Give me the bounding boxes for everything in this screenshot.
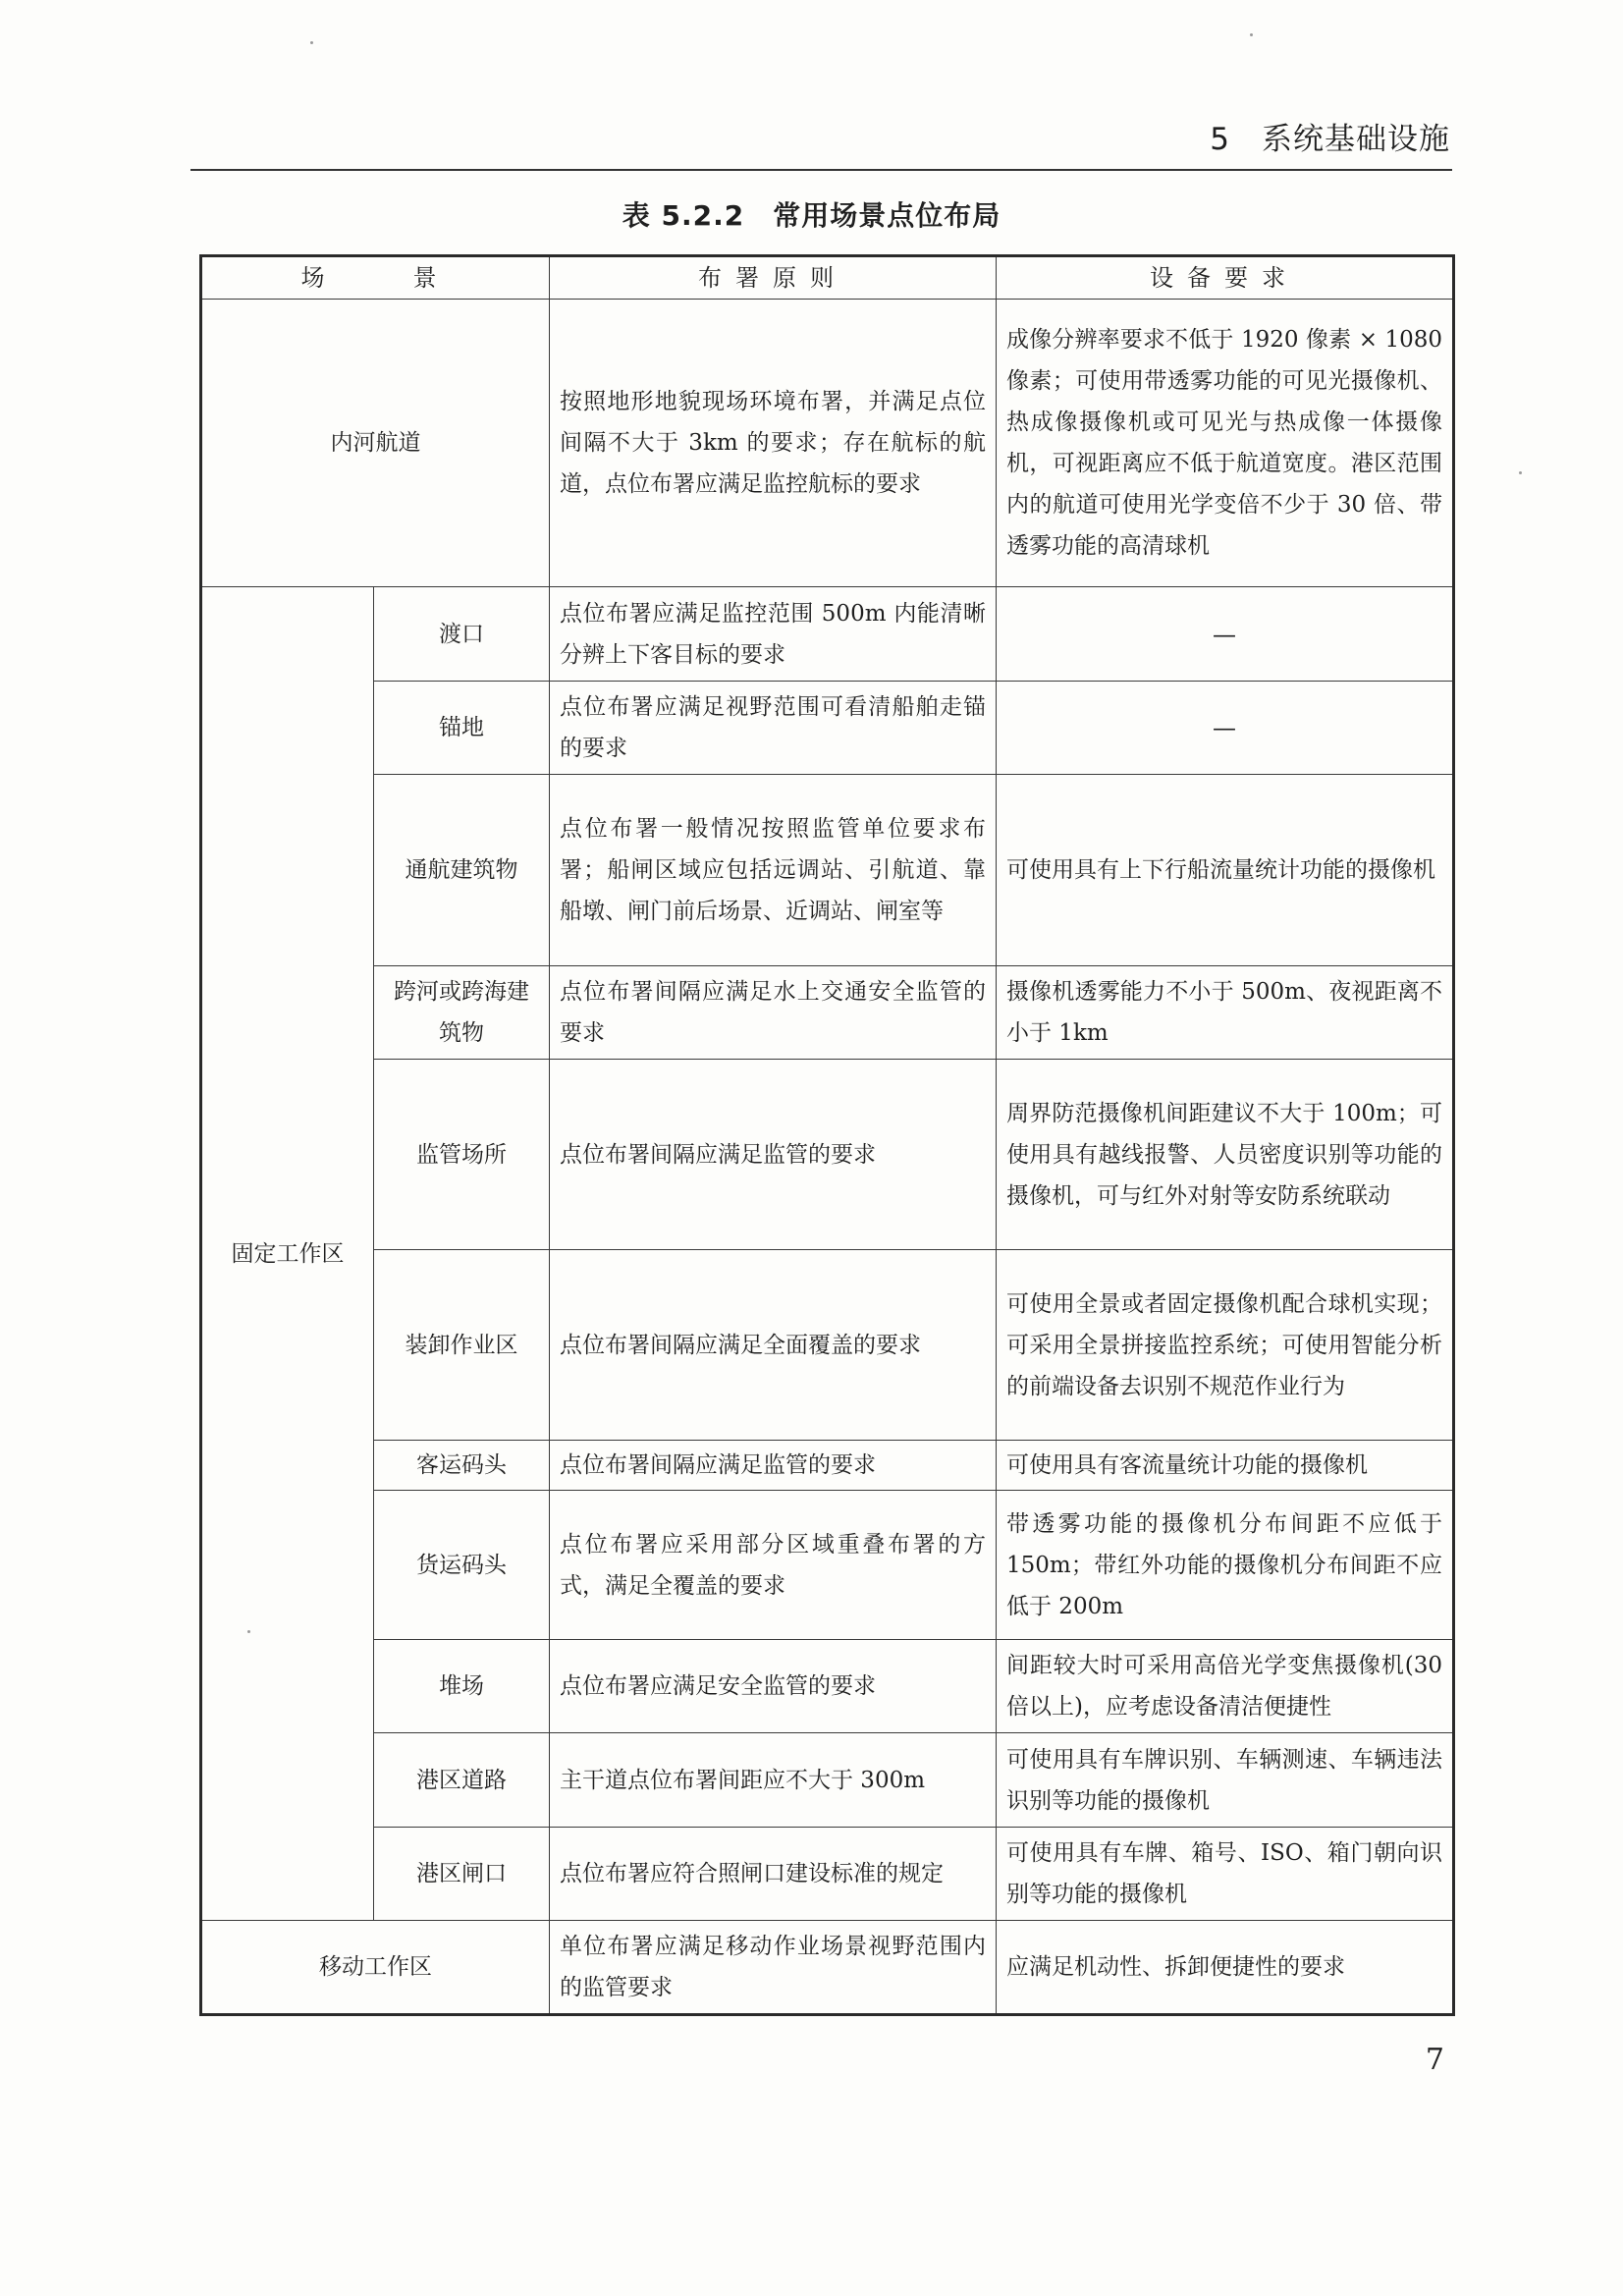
principle-cell: 主干道点位布署间距应不大于 300m bbox=[550, 1733, 997, 1828]
scene-cell: 内河航道 bbox=[201, 300, 550, 587]
principle-cell: 点位布署应满足监控范围 500m 内能清晰分辨上下客目标的要求 bbox=[550, 587, 997, 682]
principle-cell: 点位布署应符合照闸口建设标准的规定 bbox=[550, 1828, 997, 1921]
scene-cell: 装卸作业区 bbox=[374, 1250, 550, 1441]
table-row bbox=[201, 1491, 1454, 1640]
scan-speck bbox=[310, 41, 313, 44]
equipment-cell: 周界防范摄像机间距建议不大于 100m；可使用具有越线报警、人员密度识别等功能的摄像机，可与红外对射等安防系统联动 bbox=[997, 1060, 1454, 1250]
scan-speck bbox=[1519, 471, 1522, 474]
principle-cell: 点位布署一般情况按照监管单位要求布署；船闸区域应包括远调站、引航道、靠船墩、闸门前后场景、近调站、闸室等 bbox=[550, 775, 997, 966]
scan-speck bbox=[1250, 33, 1253, 36]
page-number: 7 bbox=[1425, 2043, 1444, 2077]
equipment-cell: 可使用具有上下行船流量统计功能的摄像机 bbox=[997, 775, 1454, 966]
table-row bbox=[201, 1921, 1454, 2015]
table-row bbox=[201, 587, 1454, 682]
principle-cell: 按照地形地貌现场环境布署，并满足点位间隔不大于 3km 的要求；存在航标的航道，点位布署应满足监控航标的要求 bbox=[550, 300, 997, 587]
equipment-cell: — bbox=[997, 587, 1454, 682]
table-title: 表 5.2.2 常用场景点位布局 bbox=[622, 199, 1001, 232]
scene-cell: 港区道路 bbox=[374, 1733, 550, 1828]
running-header bbox=[190, 110, 1452, 171]
equipment-cell: 成像分辨率要求不低于 1920 像素 × 1080 像素；可使用带透雾功能的可见光摄像机、热成像摄像机或可见光与热成像一体摄像机，可视距离应不低于航道宽度。港区范围内的航道可使用光学变倍不少于 30 倍、带透雾功能的高清球机 bbox=[997, 300, 1454, 587]
principle-cell: 点位布署间隔应满足水上交通安全监管的要求 bbox=[550, 966, 997, 1060]
principle-cell: 点位布署应满足安全监管的要求 bbox=[550, 1640, 997, 1733]
table-row bbox=[201, 966, 1454, 1060]
scene-cell: 通航建筑物 bbox=[374, 775, 550, 966]
table-row bbox=[201, 1441, 1454, 1491]
table-row bbox=[201, 775, 1454, 966]
table-row bbox=[201, 682, 1454, 775]
scene-cell: 港区闸口 bbox=[374, 1828, 550, 1921]
scene-cell: 移动工作区 bbox=[201, 1921, 550, 2015]
equipment-cell: — bbox=[997, 682, 1454, 775]
table-row bbox=[201, 1640, 1454, 1733]
scene-cell: 渡口 bbox=[374, 587, 550, 682]
table-row bbox=[201, 1250, 1454, 1441]
equipment-cell: 带透雾功能的摄像机分布间距不应低于 150m；带红外功能的摄像机分布间距不应低于 200m bbox=[997, 1491, 1454, 1640]
scene-cell: 锚地 bbox=[374, 682, 550, 775]
table-row bbox=[201, 300, 1454, 587]
scene-cell: 监管场所 bbox=[374, 1060, 550, 1250]
column-header-equipment: 设备要求 bbox=[997, 256, 1454, 300]
column-header-scene: 场 景 bbox=[201, 256, 550, 300]
principle-cell: 点位布署应采用部分区域重叠布署的方式，满足全覆盖的要求 bbox=[550, 1491, 997, 1640]
scene-cell: 客运码头 bbox=[374, 1441, 550, 1491]
scene-cell: 跨河或跨海建筑物 bbox=[374, 966, 550, 1060]
fixed-zone-cell: 固定工作区 bbox=[201, 587, 374, 1921]
equipment-cell: 间距较大时可采用高倍光学变焦摄像机(30 倍以上)，应考虑设备清洁便捷性 bbox=[997, 1640, 1454, 1733]
equipment-cell: 可使用具有车牌、箱号、ISO、箱门朝向识别等功能的摄像机 bbox=[997, 1828, 1454, 1921]
scene-layout-table bbox=[199, 254, 1455, 2016]
section-title: 5 系统基础设施 bbox=[1210, 122, 1450, 157]
equipment-cell: 可使用全景或者固定摄像机配合球机实现；可采用全景拼接监控系统；可使用智能分析的前端设备去识别不规范作业行为 bbox=[997, 1250, 1454, 1441]
equipment-cell: 可使用具有客流量统计功能的摄像机 bbox=[997, 1441, 1454, 1491]
table-header-row bbox=[201, 256, 1454, 300]
principle-cell: 单位布署应满足移动作业场景视野范围内的监管要求 bbox=[550, 1921, 997, 2015]
scan-speck bbox=[247, 1630, 250, 1633]
principle-cell: 点位布署应满足视野范围可看清船舶走锚的要求 bbox=[550, 682, 997, 775]
table-row bbox=[201, 1828, 1454, 1921]
column-header-principle: 布署原则 bbox=[550, 256, 997, 300]
principle-cell: 点位布署间隔应满足全面覆盖的要求 bbox=[550, 1250, 997, 1441]
equipment-cell: 可使用具有车牌识别、车辆测速、车辆违法识别等功能的摄像机 bbox=[997, 1733, 1454, 1828]
principle-cell: 点位布署间隔应满足监管的要求 bbox=[550, 1441, 997, 1491]
table-row bbox=[201, 1060, 1454, 1250]
scene-cell: 堆场 bbox=[374, 1640, 550, 1733]
equipment-cell: 摄像机透雾能力不小于 500m、夜视距离不小于 1km bbox=[997, 966, 1454, 1060]
equipment-cell: 应满足机动性、拆卸便捷性的要求 bbox=[997, 1921, 1454, 2015]
table-row bbox=[201, 1733, 1454, 1828]
scene-cell: 货运码头 bbox=[374, 1491, 550, 1640]
principle-cell: 点位布署间隔应满足监管的要求 bbox=[550, 1060, 997, 1250]
